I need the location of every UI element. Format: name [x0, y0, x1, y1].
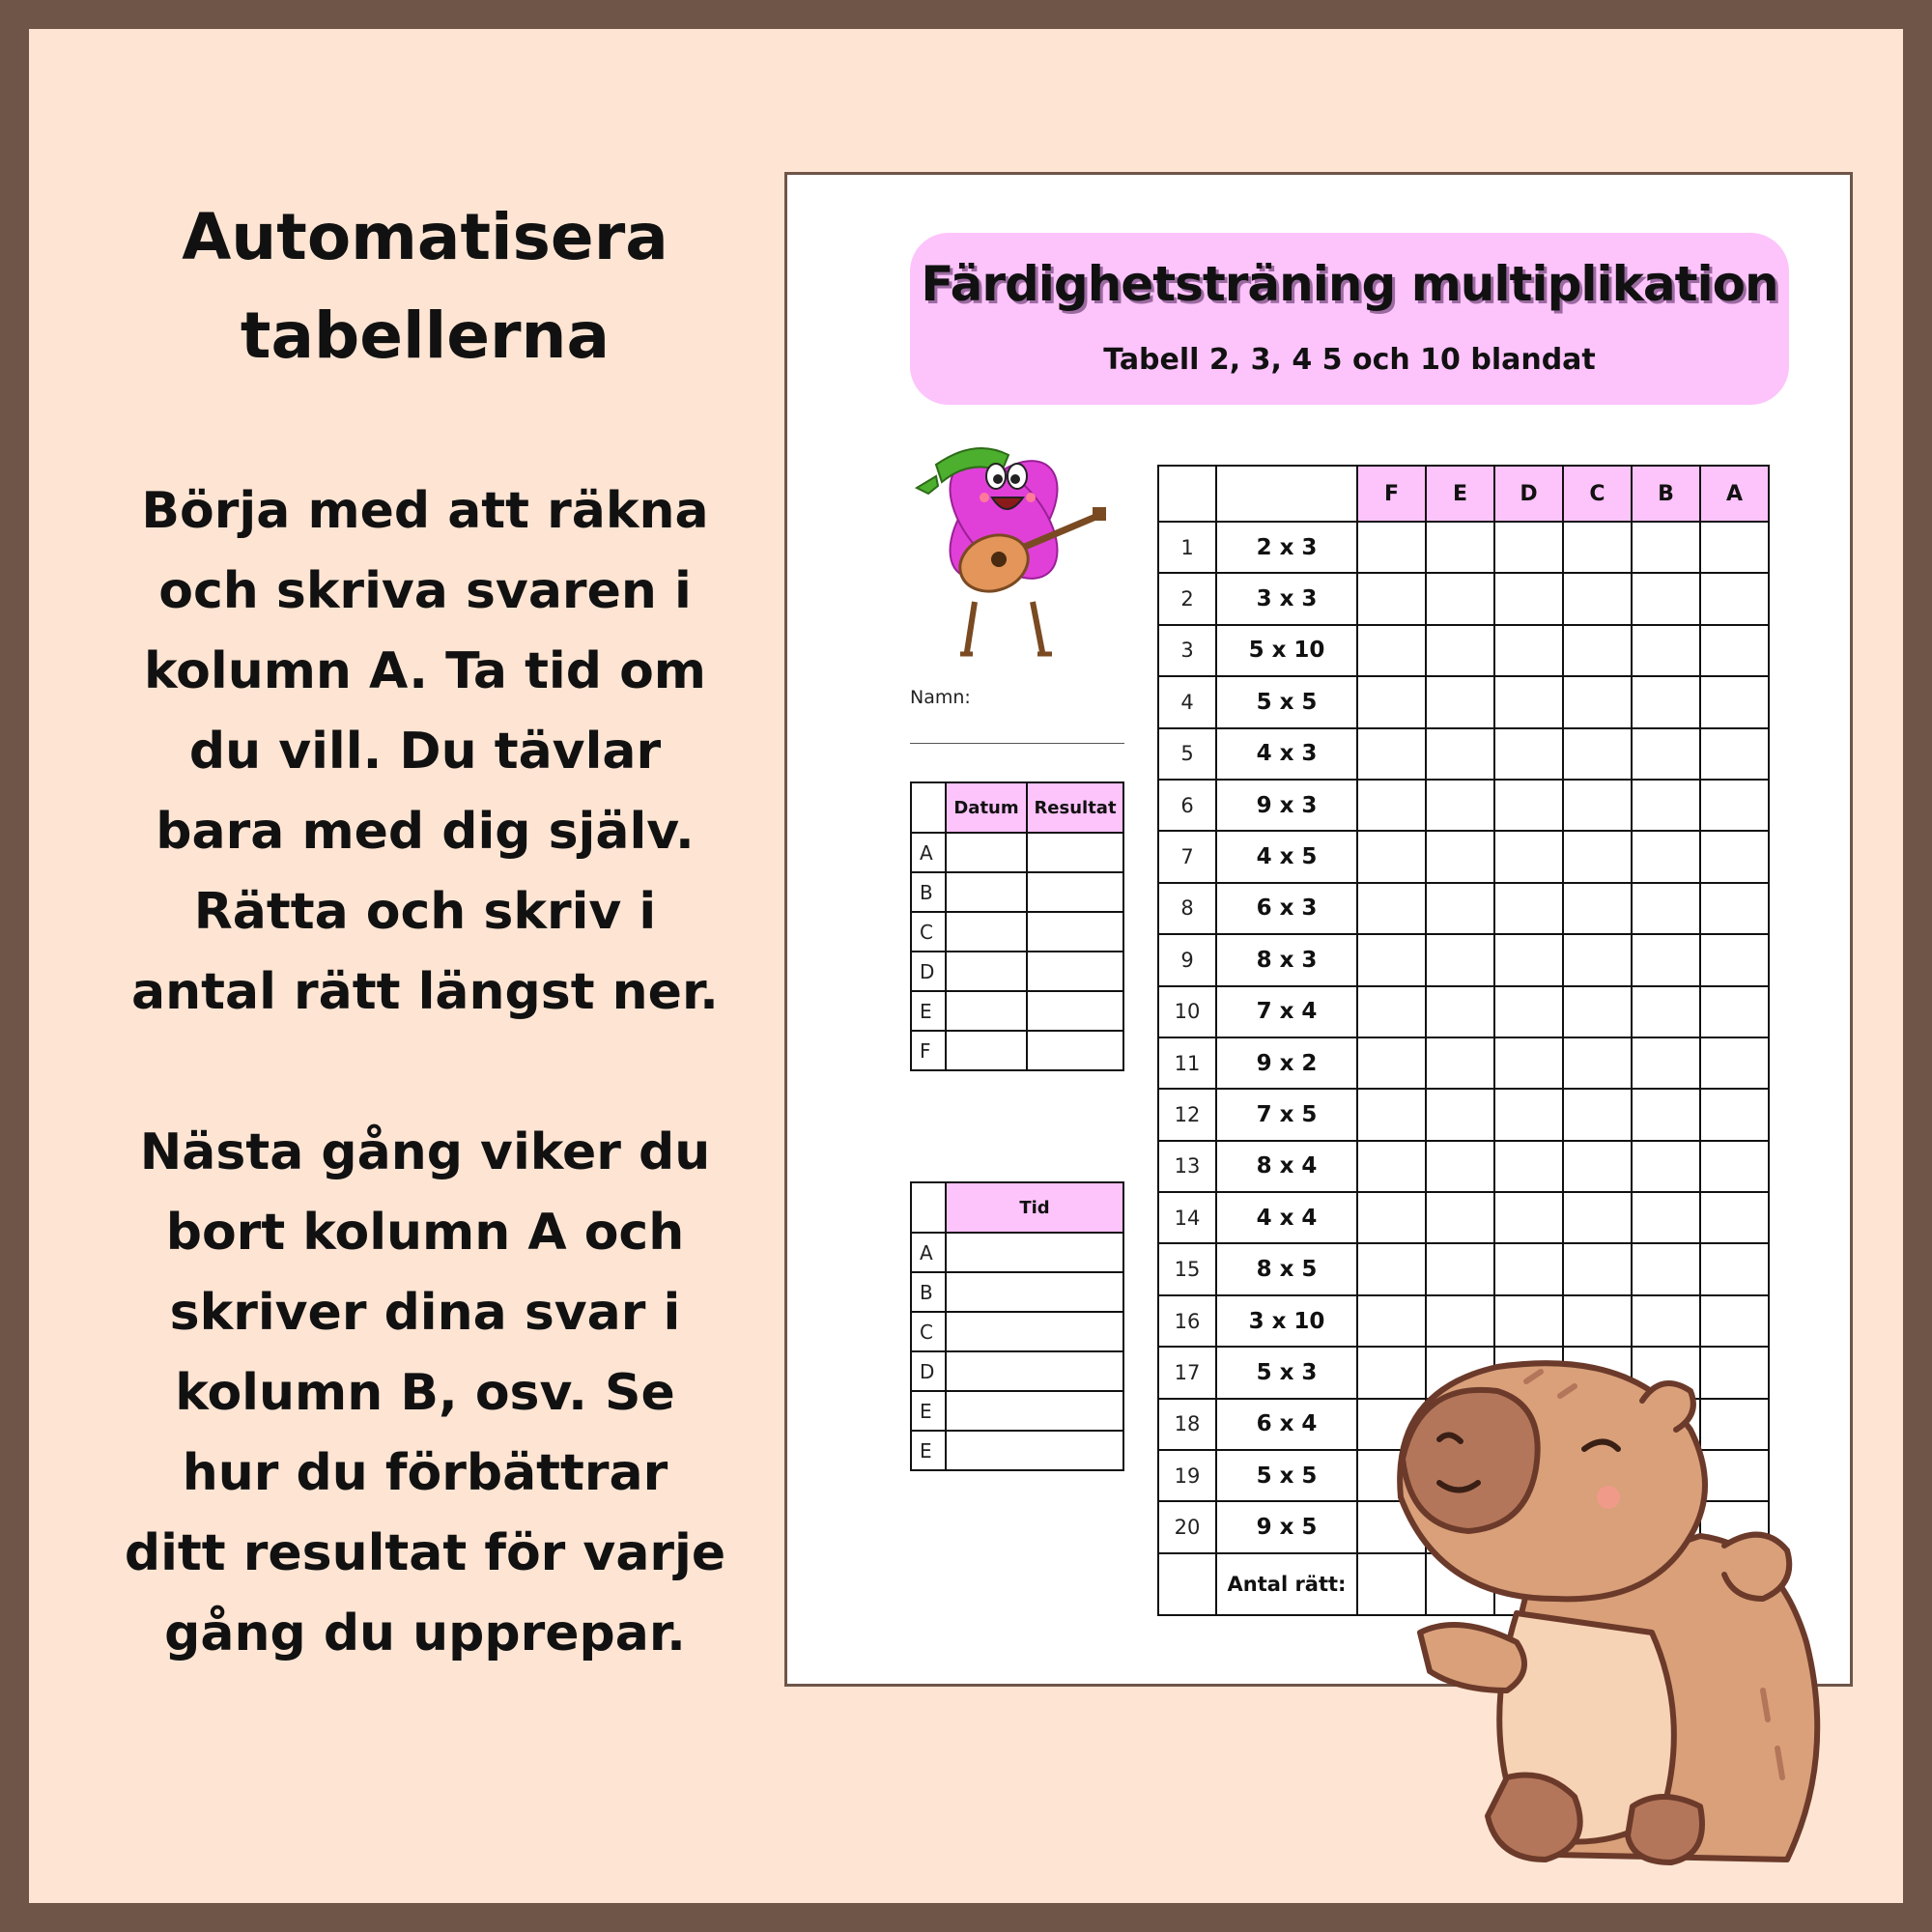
column-header: E [1426, 466, 1494, 522]
answer-cell [1700, 676, 1769, 727]
corner-cell [911, 782, 946, 833]
row-label: C [911, 1312, 946, 1351]
answer-cell [1357, 1192, 1426, 1243]
tid-cell [946, 1431, 1123, 1470]
table-row [1158, 1089, 1769, 1140]
answer-cell [1700, 573, 1769, 624]
paragraph-line: bara med dig själv. [156, 803, 695, 861]
table-row [1158, 728, 1769, 780]
paragraph-line: Rätta och skriv i [193, 883, 657, 941]
paragraph-line: ditt resultat för varje [124, 1524, 726, 1582]
table-row [1158, 986, 1769, 1037]
antal-ratt-label: Antal rätt: [1216, 1553, 1357, 1615]
row-number: 12 [1158, 1089, 1216, 1140]
answer-cell [1700, 986, 1769, 1037]
answer-cell [1700, 934, 1769, 985]
answer-cell [1426, 883, 1494, 934]
answer-cell [1494, 1037, 1563, 1089]
datum-cell [946, 1031, 1027, 1070]
answer-cell [1494, 831, 1563, 882]
row-number: 19 [1158, 1450, 1216, 1501]
tid-cell [946, 1272, 1123, 1312]
instructions-title [58, 188, 792, 385]
row-label: D [911, 1351, 946, 1391]
table-row [1158, 676, 1769, 727]
answer-cell [1357, 883, 1426, 934]
answer-cell [1700, 728, 1769, 780]
footer-empty-cell [1158, 1553, 1216, 1615]
paragraph-line: kolumn B, osv. Se [175, 1364, 675, 1422]
answer-cell [1563, 1089, 1632, 1140]
table-row [1158, 1295, 1769, 1347]
corner-cell [1158, 466, 1216, 522]
answer-cell [1426, 780, 1494, 831]
row-number: 1 [1158, 522, 1216, 573]
answer-cell [1494, 522, 1563, 573]
answer-cell [1426, 986, 1494, 1037]
table-row [1158, 1141, 1769, 1192]
tid-cell [946, 1233, 1123, 1272]
row-label: D [911, 952, 946, 991]
datum-cell [946, 952, 1027, 991]
answer-cell [1563, 676, 1632, 727]
answer-cell [1700, 1141, 1769, 1192]
capybara-icon [1381, 1352, 1835, 1874]
answer-cell [1632, 573, 1700, 624]
answer-cell [1494, 676, 1563, 727]
row-number: 18 [1158, 1399, 1216, 1450]
worksheet-title: Färdighetsträning multiplikation [921, 256, 1778, 312]
answer-cell [1563, 522, 1632, 573]
answer-cell [1632, 676, 1700, 727]
answer-cell [1357, 573, 1426, 624]
answer-cell [1494, 1295, 1563, 1347]
answer-cell [1494, 986, 1563, 1037]
resultat-cell [1027, 833, 1123, 872]
answer-cell [1563, 1295, 1632, 1347]
datum-result-table [910, 781, 1124, 1071]
answer-cell [1632, 1295, 1700, 1347]
row-number: 13 [1158, 1141, 1216, 1192]
answer-cell [1494, 1192, 1563, 1243]
answer-cell [1700, 1295, 1769, 1347]
datum-header: Datum [946, 782, 1027, 833]
table-row [1158, 780, 1769, 831]
problem-cell: 4 x 5 [1216, 831, 1357, 882]
row-number: 14 [1158, 1192, 1216, 1243]
answer-cell [1494, 573, 1563, 624]
answer-cell [1494, 1243, 1563, 1294]
problem-cell: 9 x 3 [1216, 780, 1357, 831]
answer-cell [1700, 625, 1769, 676]
problem-cell: 3 x 10 [1216, 1295, 1357, 1347]
answer-cell [1426, 625, 1494, 676]
corner-cell [911, 1182, 946, 1233]
table-row [1158, 1037, 1769, 1089]
answer-cell [1426, 831, 1494, 882]
answer-cell [1632, 986, 1700, 1037]
column-header: C [1563, 466, 1632, 522]
paragraph-line: hur du förbättrar [182, 1444, 668, 1502]
answer-cell [1357, 676, 1426, 727]
table-row [1158, 625, 1769, 676]
table-row [1158, 1243, 1769, 1294]
answer-cell [1494, 1141, 1563, 1192]
answer-cell [1700, 831, 1769, 882]
row-label: A [911, 1233, 946, 1272]
row-number: 17 [1158, 1347, 1216, 1398]
table-row [1158, 522, 1769, 573]
answer-cell [1563, 728, 1632, 780]
answer-cell [1494, 780, 1563, 831]
answer-cell [1563, 1243, 1632, 1294]
problem-cell: 9 x 5 [1216, 1501, 1357, 1552]
table-row [1158, 883, 1769, 934]
row-label: F [911, 1031, 946, 1070]
answer-cell [1494, 728, 1563, 780]
row-number: 4 [1158, 676, 1216, 727]
answer-cell [1426, 1295, 1494, 1347]
answer-cell [1426, 573, 1494, 624]
row-number: 6 [1158, 780, 1216, 831]
tid-row [911, 1431, 1123, 1470]
problem-cell: 3 x 3 [1216, 573, 1357, 624]
resultat-cell [1027, 952, 1123, 991]
column-header: B [1632, 466, 1700, 522]
answer-cell [1426, 1141, 1494, 1192]
answer-cell [1563, 883, 1632, 934]
answer-cell [1632, 625, 1700, 676]
row-number: 7 [1158, 831, 1216, 882]
answer-cell [1563, 1037, 1632, 1089]
row-number: 3 [1158, 625, 1216, 676]
title-line: tabellerna [240, 298, 611, 373]
problem-cell: 9 x 2 [1216, 1037, 1357, 1089]
title-line: Automatisera [182, 200, 668, 274]
answer-cell [1563, 573, 1632, 624]
instructions-paragraph-1 [58, 471, 792, 1033]
datum-row [911, 991, 1123, 1031]
answer-cell [1357, 986, 1426, 1037]
tid-row [911, 1391, 1123, 1431]
problem-cell: 7 x 4 [1216, 986, 1357, 1037]
tid-header: Tid [946, 1182, 1123, 1233]
row-label: E [911, 991, 946, 1031]
row-label: B [911, 872, 946, 912]
answer-cell [1700, 1243, 1769, 1294]
problem-cell: 8 x 4 [1216, 1141, 1357, 1192]
answer-cell [1563, 986, 1632, 1037]
datum-cell [946, 833, 1027, 872]
answer-cell [1632, 780, 1700, 831]
answer-cell [1357, 1089, 1426, 1140]
answer-cell [1426, 1243, 1494, 1294]
answer-cell [1563, 934, 1632, 985]
answer-cell [1700, 1037, 1769, 1089]
answer-cell [1357, 625, 1426, 676]
problem-cell: 5 x 5 [1216, 676, 1357, 727]
answer-cell [1426, 676, 1494, 727]
table-row [1158, 573, 1769, 624]
table-row [1158, 831, 1769, 882]
answer-cell [1632, 883, 1700, 934]
row-number: 11 [1158, 1037, 1216, 1089]
row-label: E [911, 1431, 946, 1470]
table-row [1158, 934, 1769, 985]
corner-cell [1216, 466, 1357, 522]
row-number: 16 [1158, 1295, 1216, 1347]
answer-cell [1357, 1037, 1426, 1089]
tid-row [911, 1233, 1123, 1272]
datum-cell [946, 991, 1027, 1031]
problem-cell: 5 x 5 [1216, 1450, 1357, 1501]
paragraph-line: skriver dina svar i [169, 1284, 681, 1342]
datum-row [911, 1031, 1123, 1070]
answer-cell [1632, 1089, 1700, 1140]
resultat-header: Resultat [1027, 782, 1123, 833]
tid-row [911, 1351, 1123, 1391]
datum-cell [946, 872, 1027, 912]
answer-cell [1632, 934, 1700, 985]
paragraph-line: bort kolumn A och [165, 1204, 685, 1262]
datum-row [911, 872, 1123, 912]
multiplication-mascot-guitar-icon [907, 428, 1110, 660]
tid-row [911, 1312, 1123, 1351]
answer-cell [1494, 1089, 1563, 1140]
row-number: 2 [1158, 573, 1216, 624]
answer-cell [1632, 1243, 1700, 1294]
answer-cell [1700, 1089, 1769, 1140]
answer-cell [1494, 625, 1563, 676]
answer-cell [1632, 1141, 1700, 1192]
answer-cell [1563, 1141, 1632, 1192]
row-label: E [911, 1391, 946, 1431]
row-number: 10 [1158, 986, 1216, 1037]
answer-cell [1357, 522, 1426, 573]
row-number: 20 [1158, 1501, 1216, 1552]
answer-cell [1632, 522, 1700, 573]
paragraph-line: Börja med att räkna [141, 482, 709, 540]
resultat-cell [1027, 912, 1123, 952]
answer-cell [1632, 1192, 1700, 1243]
column-header: D [1494, 466, 1563, 522]
worksheet-subtitle: Tabell 2, 3, 4 5 och 10 blandat [1103, 343, 1596, 377]
row-number: 15 [1158, 1243, 1216, 1294]
paragraph-line: gång du upprepar. [164, 1605, 686, 1662]
name-label: Namn: [910, 687, 971, 708]
answer-cell [1700, 883, 1769, 934]
problem-cell: 4 x 3 [1216, 728, 1357, 780]
problem-cell: 5 x 10 [1216, 625, 1357, 676]
resultat-cell [1027, 872, 1123, 912]
datum-row [911, 952, 1123, 991]
problem-cell: 6 x 4 [1216, 1399, 1357, 1450]
datum-row [911, 833, 1123, 872]
answer-cell [1426, 1192, 1494, 1243]
table-row [1158, 1192, 1769, 1243]
answer-cell [1426, 1037, 1494, 1089]
answer-cell [1426, 934, 1494, 985]
answer-cell [1563, 831, 1632, 882]
column-header: A [1700, 466, 1769, 522]
row-label: A [911, 833, 946, 872]
problem-cell: 5 x 3 [1216, 1347, 1357, 1398]
paragraph-line: och skriva svaren i [158, 562, 692, 620]
row-label: C [911, 912, 946, 952]
tid-cell [946, 1391, 1123, 1431]
answer-cell [1563, 780, 1632, 831]
datum-cell [946, 912, 1027, 952]
answer-cell [1357, 1141, 1426, 1192]
row-number: 8 [1158, 883, 1216, 934]
row-label: B [911, 1272, 946, 1312]
answer-cell [1357, 728, 1426, 780]
tid-cell [946, 1351, 1123, 1391]
row-number: 5 [1158, 728, 1216, 780]
answer-cell [1357, 934, 1426, 985]
answer-cell [1494, 883, 1563, 934]
tid-cell [946, 1312, 1123, 1351]
paragraph-line: Nästa gång viker du [139, 1123, 711, 1181]
name-line [910, 743, 1124, 744]
answer-cell [1632, 728, 1700, 780]
answer-cell [1426, 522, 1494, 573]
problem-cell: 6 x 3 [1216, 883, 1357, 934]
problem-cell: 8 x 5 [1216, 1243, 1357, 1294]
worksheet-banner [910, 233, 1789, 405]
answer-cell [1426, 728, 1494, 780]
answer-cell [1700, 1192, 1769, 1243]
answer-cell [1357, 1295, 1426, 1347]
answer-cell [1632, 1037, 1700, 1089]
answer-cell [1700, 780, 1769, 831]
problem-cell: 8 x 3 [1216, 934, 1357, 985]
answer-cell [1563, 625, 1632, 676]
answer-cell [1700, 522, 1769, 573]
problem-cell: 2 x 3 [1216, 522, 1357, 573]
problem-cell: 7 x 5 [1216, 1089, 1357, 1140]
datum-row [911, 912, 1123, 952]
resultat-cell [1027, 991, 1123, 1031]
resultat-cell [1027, 1031, 1123, 1070]
tid-row [911, 1272, 1123, 1312]
column-header: F [1357, 466, 1426, 522]
answer-cell [1357, 1243, 1426, 1294]
answer-cell [1357, 780, 1426, 831]
answer-cell [1563, 1192, 1632, 1243]
row-number: 9 [1158, 934, 1216, 985]
tid-table [910, 1181, 1124, 1471]
problem-cell: 4 x 4 [1216, 1192, 1357, 1243]
answer-cell [1357, 831, 1426, 882]
answer-cell [1426, 1089, 1494, 1140]
instructions-paragraph-2 [58, 1113, 792, 1674]
answer-cell [1494, 934, 1563, 985]
paragraph-line: antal rätt längst ner. [131, 963, 719, 1021]
paragraph-line: kolumn A. Ta tid om [143, 642, 706, 700]
answer-cell [1632, 831, 1700, 882]
paragraph-line: du vill. Du tävlar [188, 723, 662, 781]
